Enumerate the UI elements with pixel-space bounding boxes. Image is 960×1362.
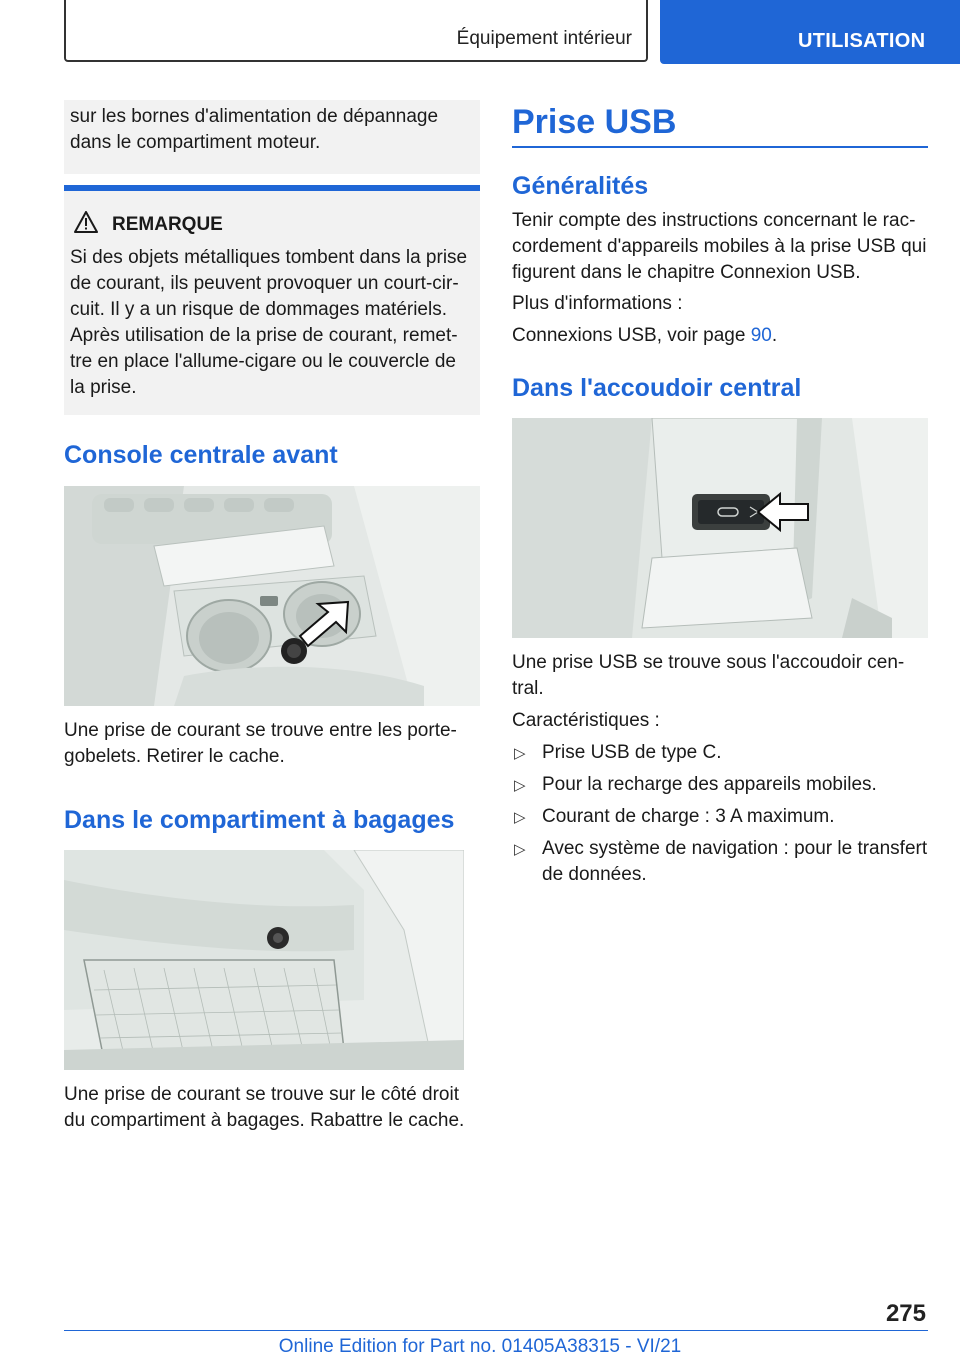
warning-title: REMARQUE [112, 214, 223, 235]
warning-line: Après utilisation de la prise de courant, remet- [70, 325, 458, 346]
warning-text [70, 245, 480, 401]
more-info: Plus d'informations : [512, 293, 683, 314]
general-line: Tenir compte des instructions concernant le rac- [512, 210, 916, 231]
ref-suffix: . [771, 325, 778, 346]
intro-text [70, 104, 480, 156]
page-link[interactable]: 90 [750, 325, 772, 346]
trunk-heading: Dans le compartiment à bagages [64, 806, 455, 834]
bullet-triangle-icon: ▷ [514, 841, 526, 858]
title-rule [512, 146, 928, 148]
warning-line: tre en place l'allume-cigare ou le couvercle de [70, 351, 456, 372]
armrest-caption-line: tral. [512, 678, 544, 699]
console-photo [64, 486, 480, 706]
console-heading: Console centrale avant [64, 441, 338, 469]
page-title: Prise USB [512, 103, 677, 141]
list-item: ▷ Prise USB de type C. [512, 740, 928, 766]
intro-line: dans le compartiment moteur. [70, 132, 321, 153]
section-title: Équipement intérieur [456, 28, 632, 49]
header-section-box [64, 0, 648, 62]
console-caption [64, 718, 480, 770]
armrest-heading: Dans l'accoudoir central [512, 374, 802, 402]
armrest-photo [512, 418, 928, 638]
warning-line: Si des objets métalliques tombent dans la prise [70, 247, 468, 268]
trunk-photo [64, 850, 464, 1070]
cross-reference [512, 323, 777, 349]
bullet-triangle-icon: ▷ [514, 745, 526, 762]
bullet-triangle-icon: ▷ [514, 809, 526, 826]
console-caption-line: Une prise de courant se trouve entre les porte- [64, 720, 457, 741]
edition-footer: Online Edition for Part no. 01405A38315 - VI/21 [278, 1336, 682, 1357]
list-item: ▷ Pour la recharge des appareils mobiles. [512, 772, 928, 798]
features-label: Caractéristiques : [512, 710, 660, 731]
intro-line: sur les bornes d'alimentation de dépannage [70, 106, 439, 127]
list-item: ▷ Avec système de navigation : pour le transfert de données. [514, 838, 928, 885]
trunk-caption-line: Une prise de courant se trouve sur le côté droit [64, 1084, 459, 1105]
armrest-caption-line: Une prise USB se trouve sous l'accoudoir cen- [512, 652, 905, 673]
chapter-tab-label: UTILISATION [798, 30, 926, 52]
general-text [512, 208, 928, 286]
trunk-caption [64, 1082, 480, 1134]
warning-line: de courant, ils peuvent provoquer un court-cir- [70, 273, 459, 294]
list-item: ▷ Courant de charge : 3 A maximum. [512, 804, 928, 830]
warning-triangle-icon [74, 211, 98, 238]
console-caption-line: gobelets. Retirer le cache. [64, 746, 285, 767]
bullet-triangle-icon: ▷ [514, 777, 526, 794]
general-line: figurent dans le chapitre Connexion USB. [512, 262, 861, 283]
footer-rule [64, 1330, 928, 1331]
general-heading: Généralités [512, 172, 649, 200]
warning-line: la prise. [70, 377, 137, 398]
trunk-caption-line: du compartiment à bagages. Rabattre le cache. [64, 1110, 465, 1131]
page-number: 275 [885, 1300, 926, 1327]
ref-prefix: Connexions USB, voir page [512, 325, 751, 346]
features-list [512, 740, 928, 894]
warning-line: cuit. Il y a un risque de dommages matériels. [70, 299, 448, 320]
general-line: cordement d'appareils mobiles à la prise USB qui [512, 236, 927, 257]
armrest-caption [512, 650, 928, 702]
chapter-tab[interactable] [660, 0, 960, 64]
